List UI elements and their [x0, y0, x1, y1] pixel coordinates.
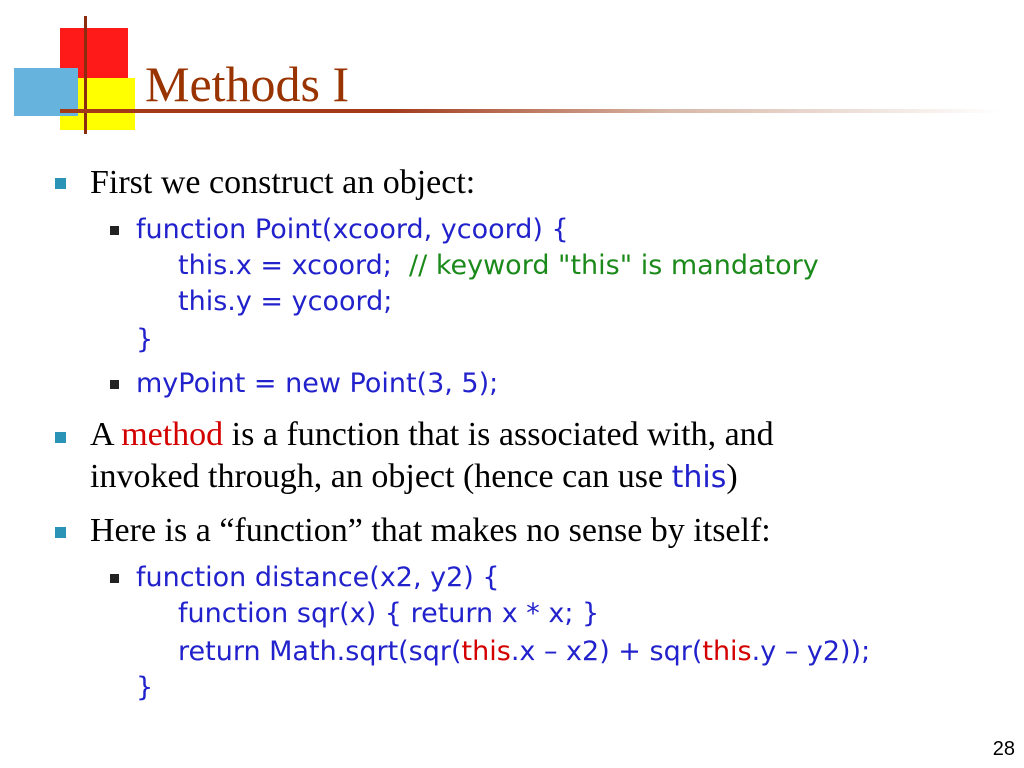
this-keyword: this [461, 636, 511, 667]
code-distance-line1: function distance(x2, y2) { [136, 562, 500, 593]
code-mypoint: myPoint = new Point(3, 5); [136, 368, 499, 399]
bullet-construct-object: First we construct an object: [90, 164, 476, 201]
bullet-function-no-sense: Here is a “function” that makes no sense by itself: [90, 512, 771, 549]
code-distance-line4: } [136, 672, 154, 703]
code-point-line1: function Point(xcoord, ycoord) { [136, 214, 569, 245]
text-part: A [90, 416, 122, 453]
slide-title: Methods I [145, 56, 350, 112]
code-point-line3: this.y = ycoord; [178, 286, 393, 317]
text-part: ) [726, 458, 738, 495]
code-part: .x – x2) + sqr( [510, 636, 703, 667]
bullet-marker [55, 432, 66, 443]
method-word: method [121, 416, 224, 453]
page-number: 28 [992, 738, 1015, 760]
code-distance-line3 [178, 634, 870, 670]
this-keyword: this [671, 460, 727, 495]
code-point-line4: } [136, 324, 154, 355]
code-part: .y – y2)); [751, 636, 871, 667]
sub-bullet-marker [110, 380, 119, 389]
sub-bullet-marker [110, 574, 119, 583]
text-part: invoked through, an object (hence can use [90, 458, 672, 495]
code-comment: // keyword "this" is mandatory [409, 250, 819, 281]
this-keyword: this [702, 636, 752, 667]
bullet-marker [55, 178, 66, 189]
code-this-x: this.x = xcoord; [178, 250, 392, 281]
bullet-method-definition-line1 [90, 414, 774, 456]
deco-vertical-line [84, 16, 87, 134]
text-part: is a function that is associated with, and [223, 416, 774, 453]
code-point-line2 [178, 248, 819, 284]
code-distance-line2: function sqr(x) { return x * x; } [178, 598, 600, 629]
sub-bullet-marker [110, 226, 119, 235]
code-part: return Math.sqrt(sqr( [178, 636, 462, 667]
bullet-method-definition-line2 [90, 456, 738, 499]
bullet-marker [55, 527, 66, 538]
